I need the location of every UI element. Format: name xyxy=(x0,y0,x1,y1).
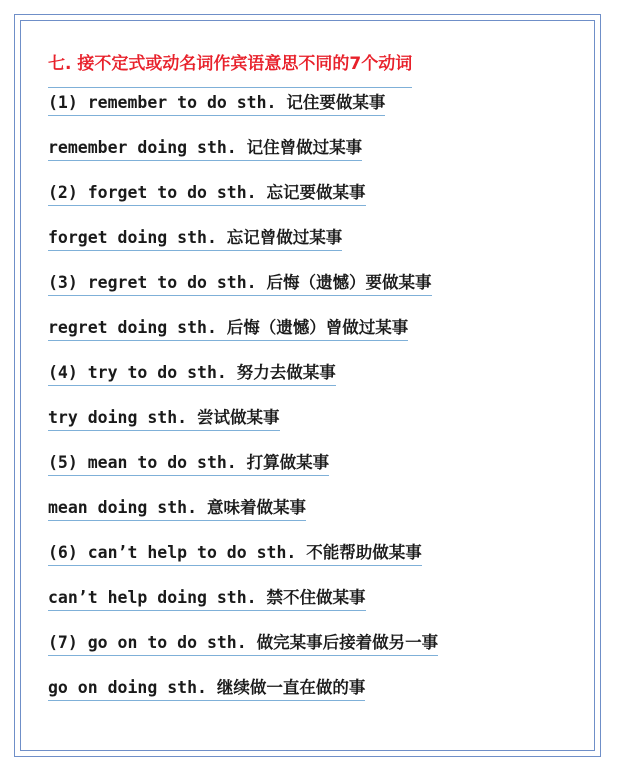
verb-usage-line: go on doing sth. 继续做一直在做的事 xyxy=(48,677,365,701)
list-item xyxy=(48,587,588,632)
verb-usage-line: (7) go on to do sth. 做完某事后接着做另一事 xyxy=(48,632,438,656)
verb-usage-line: forget doing sth. 忘记曾做过某事 xyxy=(48,227,342,251)
verb-usage-line: (4) try to do sth. 努力去做某事 xyxy=(48,362,336,386)
list-item xyxy=(48,272,588,317)
list-item xyxy=(48,362,588,407)
list-item xyxy=(48,632,588,677)
list-item xyxy=(48,227,588,272)
verb-usage-line: (3) regret to do sth. 后悔（遗憾）要做某事 xyxy=(48,272,432,296)
document-body xyxy=(48,52,588,722)
verb-usage-line: regret doing sth. 后悔（遗憾）曾做过某事 xyxy=(48,317,408,341)
section-heading: 七. 接不定式或动名词作宾语意思不同的7个动词 xyxy=(48,52,412,88)
verb-usage-line: try doing sth. 尝试做某事 xyxy=(48,407,280,431)
verb-usage-line: remember doing sth. 记住曾做过某事 xyxy=(48,137,362,161)
verb-usage-line: can’t help doing sth. 禁不住做某事 xyxy=(48,587,366,611)
verb-usage-line: (2) forget to do sth. 忘记要做某事 xyxy=(48,182,366,206)
list-item xyxy=(48,542,588,587)
list-item xyxy=(48,317,588,362)
verb-usage-line: (1) remember to do sth. 记住要做某事 xyxy=(48,92,385,116)
verb-usage-line: (5) mean to do sth. 打算做某事 xyxy=(48,452,329,476)
verb-usage-line: mean doing sth. 意味着做某事 xyxy=(48,497,306,521)
list-item xyxy=(48,137,588,182)
verb-usage-line: (6) can’t help to do sth. 不能帮助做某事 xyxy=(48,542,422,566)
list-item xyxy=(48,677,588,722)
list-item xyxy=(48,92,588,137)
list-item xyxy=(48,407,588,452)
list-item xyxy=(48,452,588,497)
section-heading-row xyxy=(48,52,588,92)
list-item xyxy=(48,497,588,542)
list-item xyxy=(48,182,588,227)
